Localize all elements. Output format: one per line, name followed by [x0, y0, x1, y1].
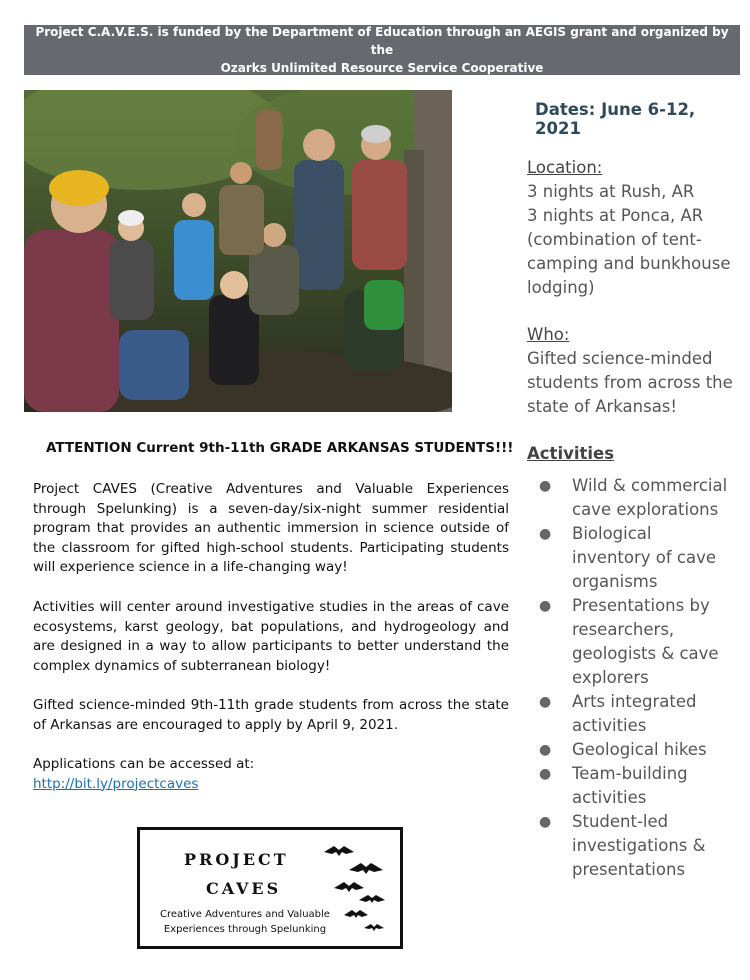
funding-banner	[24, 25, 740, 75]
activity-line: researchers,	[572, 620, 675, 639]
location-line: lodging)	[527, 278, 595, 297]
bullet-icon: ●	[539, 766, 552, 782]
activity-line: Presentations by	[572, 596, 710, 615]
banner-line-1: Project C.A.V.E.S. is funded by the Department of Education through an AEGIS grant and organized by the	[35, 25, 729, 57]
activities-paragraph: Activities will center around investigative studies in the areas of cave ecosystems, karst geology, bat populations, and hydrogeology and are designed in a way to allow participants to better understand the complex dynamics of subterranean biology!	[33, 599, 509, 674]
activity-line: organisms	[572, 572, 658, 591]
who-line: state of Arkansas!	[527, 397, 678, 416]
activity-line: activities	[572, 716, 647, 735]
intro-paragraph: Project CAVES (Creative Adventures and Valuable Experiences through Spelunking) is a seven-day/six-night summer residential program that provides an authentic immersion in science outside of the classroom for gifted high-school students. Participating students will experience science in a life-changing way!	[33, 481, 509, 575]
who-line: Gifted science-minded	[527, 349, 713, 368]
activity-line: explorers	[572, 668, 649, 687]
activity-line: activities	[572, 788, 647, 807]
activity-line: Geological hikes	[572, 740, 707, 759]
activities-heading: Activities	[527, 444, 615, 463]
group-photo	[24, 90, 452, 412]
location-line: 3 nights at Rush, AR	[527, 182, 695, 201]
who-heading: Who:	[527, 325, 570, 344]
activity-line: Student-led	[572, 812, 669, 831]
location-line: camping and bunkhouse	[527, 254, 731, 273]
attention-heading: ATTENTION Current 9th-11th GRADE ARKANSAS STUDENTS!!!	[46, 440, 514, 456]
program-dates: Dates: June 6-12, 2021	[535, 100, 696, 138]
who-details	[527, 347, 742, 419]
list-item	[527, 762, 742, 810]
bullet-icon: ●	[539, 478, 552, 494]
list-item	[527, 594, 742, 690]
activity-line: Arts integrated	[572, 692, 697, 711]
location-details	[527, 180, 742, 300]
logo-subtitle-line: Creative Adventures and Valuable	[160, 909, 330, 920]
bullet-icon: ●	[539, 742, 552, 758]
info-sidebar	[527, 100, 742, 882]
list-item	[527, 474, 742, 522]
activity-line: Biological	[572, 524, 652, 543]
logo-title-line-2: CAVES	[206, 879, 282, 898]
location-line: 3 nights at Ponca, AR	[527, 206, 704, 225]
banner-line-2: Ozarks Unlimited Resource Service Cooperative	[220, 61, 544, 75]
activity-line: Team-building	[572, 764, 688, 783]
location-line: (combination of tent-	[527, 230, 702, 249]
activity-line: geologists & cave	[572, 644, 719, 663]
eligibility-paragraph: Gifted science-minded 9th-11th grade students from across the state of Arkansas are encouraged to apply by April 9, 2021.	[33, 697, 509, 733]
activity-line: investigations &	[572, 836, 706, 855]
logo-subtitle	[150, 907, 340, 937]
list-item	[527, 738, 742, 762]
apply-section	[33, 755, 509, 794]
logo-subtitle-line: Experiences through Spelunking	[163, 924, 327, 935]
apply-link[interactable]: http://bit.ly/projectcaves	[33, 775, 199, 792]
activity-line: Wild & commercial	[572, 476, 728, 495]
bullet-icon: ●	[539, 598, 552, 614]
list-item	[527, 522, 742, 594]
activity-line: inventory of cave	[572, 548, 717, 567]
project-caves-logo	[137, 827, 403, 949]
activities-list	[527, 474, 742, 882]
logo-title-line-1: PROJECT	[184, 850, 289, 869]
activity-line: presentations	[572, 860, 686, 879]
who-line: students from across the	[527, 373, 733, 392]
bullet-icon: ●	[539, 694, 552, 710]
apply-label: Applications can be accessed at:	[33, 756, 255, 772]
bullet-icon: ●	[539, 526, 552, 542]
bullet-icon: ●	[539, 814, 552, 830]
bats-icon	[314, 840, 394, 940]
list-item	[527, 690, 742, 738]
location-heading: Location:	[527, 158, 603, 177]
list-item	[527, 810, 742, 882]
activity-line: cave explorations	[572, 500, 719, 519]
